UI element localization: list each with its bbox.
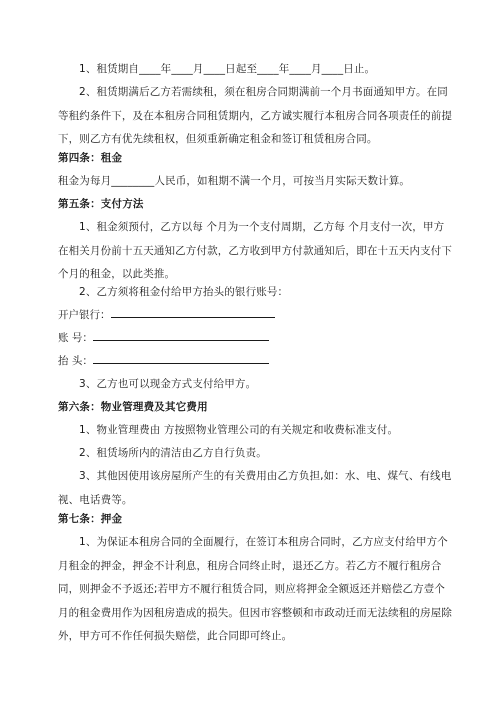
bank-name-label: 开户银行： <box>58 309 111 321</box>
bank-account-clause: 2、乙方须将租金付给甲方抬头的银行账号： <box>79 286 289 298</box>
management-fee-clause: 1、物业管理费由 方按照物业管理公司的有关规定和收费标准支付。 <box>79 424 399 436</box>
article-7-heading: 第七条：押金 <box>58 513 123 525</box>
prepayment-clause: 1、租金须预付，乙方以每 个月为一个支付周期，乙方每 个月支付一次，甲方在相关月份前十五天通知乙方付款，乙方收到甲方付款通知后，即在十五天内支付下个月的租金，以此类推。 <box>58 221 453 280</box>
payee-label: 抬 头： <box>58 355 93 367</box>
bank-name-blank <box>111 307 275 318</box>
bank-name-field <box>58 304 275 328</box>
payee-field <box>58 350 269 374</box>
payee-blank <box>93 353 269 364</box>
article-6-heading: 第六条：物业管理费及其它费用 <box>58 401 208 413</box>
account-number-blank <box>93 330 269 341</box>
article-4-heading: 第四条：租金 <box>58 152 123 164</box>
renewal-clause: 2、租赁期满后乙方若需续租，须在租房合同期满前一个月书面通知甲方。在同等租约条件下，及在本租房合同租赁期内，乙方诚实履行本租房合同各项责任的前提下，则乙方有优先续租权，但须重新确定租金和签订租赁租房合同。 <box>58 86 453 145</box>
other-fees-clause: 3、其他因使用该房屋所产生的有关费用由乙方负担,如：水、电、煤气、有线电视、电话费等。 <box>58 470 452 506</box>
cash-payment-clause: 3、乙方也可以现金方式支付给甲方。 <box>79 378 257 390</box>
rent-amount-clause: 租金为每月________人民币，如租期不满一个月，可按当月实际天数计算。 <box>58 175 411 187</box>
article-5-heading: 第五条：支付方法 <box>58 198 144 210</box>
deposit-clause: 1、为保证本租房合同的全面履行，在签订本租房合同时，乙方应支付给甲方个月租金的押金，押金不计利息，租房合同终止时，退还乙方。若乙方不履行租房合同，则押金不予返还;若甲方不履行租赁合同，则应将押金全额返还并赔偿乙方壹个月的租金费用作为因租房造成的损失。但因市容整顿和市政动迁而无法续租的房屋除外，甲方可不作任何损失赔偿，此合同即可终止。 <box>58 536 453 642</box>
lease-term-clause: 1、租赁期自____年____月____日起至____年____月____日止。 <box>79 63 376 75</box>
account-number-label: 账 号： <box>58 332 93 344</box>
account-number-field <box>58 327 269 351</box>
cleaning-clause: 2、租赁场所内的清洁由乙方自行负责。 <box>79 447 267 459</box>
